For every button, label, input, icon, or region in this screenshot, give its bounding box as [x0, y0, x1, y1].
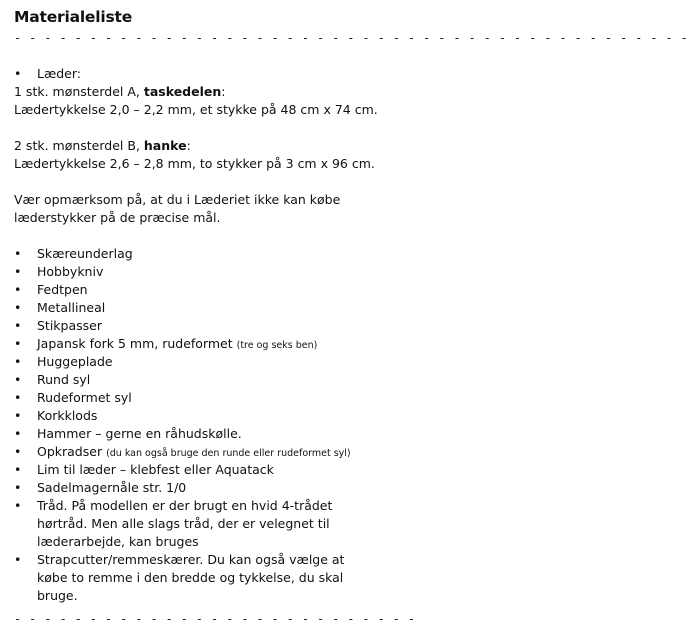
tool-item [37, 300, 105, 315]
strap-line-1: Strapcutter/remmeskærer. Du kan også vælge at [37, 552, 345, 567]
part-a-spec: Lædertykkelse 2,0 – 2,2 mm, et stykke på 48 cm x 74 cm. [14, 102, 378, 117]
bullet: • [14, 372, 22, 387]
tool-item-text: Huggeplade [37, 354, 113, 369]
bullet: • [14, 246, 22, 261]
tool-item [37, 480, 186, 495]
tool-item [37, 318, 102, 333]
tool-item [37, 408, 97, 423]
strap-line-2: købe to remme i den bredde og tykkelse, du skal [37, 570, 344, 585]
strap-line-3: bruge. [37, 588, 78, 603]
bullet: • [14, 282, 22, 297]
bullet: • [14, 336, 22, 351]
bullet: • [14, 444, 22, 459]
tool-item [37, 390, 132, 405]
note-line-2: læderstykker på de præcise mål. [14, 210, 221, 225]
tool-item-text: Lim til læder – klebfest eller Aquatack [37, 462, 274, 477]
bullet: • [14, 480, 22, 495]
part-b-name: hanke [143, 138, 187, 153]
tool-item-text: Skæreunderlag [37, 246, 133, 261]
bullet: • [14, 390, 22, 405]
tool-item [37, 336, 317, 351]
bullet: • [14, 264, 22, 279]
tool-item-text: Hobbykniv [37, 264, 104, 279]
tool-item-note: (du kan også bruge den runde eller rudeformet syl) [106, 448, 351, 459]
bullet: • [14, 498, 22, 513]
tool-item-text: Hammer – gerne en råhudskølle. [37, 426, 242, 441]
tool-item [37, 282, 88, 297]
bullet: • [14, 354, 22, 369]
bullet: • [14, 408, 22, 423]
tool-item-text: Opkradser [37, 444, 107, 459]
tool-item [37, 264, 103, 279]
part-a-heading: 1 stk. mønsterdel A, taskedelen: [14, 84, 226, 99]
tool-item-text: Metallineal [37, 300, 106, 315]
tool-item [37, 372, 90, 387]
part-a-name: taskedelen [143, 84, 222, 99]
tool-item-text: Rudeformet syl [37, 390, 132, 405]
thread-line-1: Tråd. På modellen er der brugt en hvid 4-trådet [37, 498, 333, 513]
thread-line-3: læderarbejde, kan bruges [37, 534, 199, 549]
tool-item-text: Stikpasser [37, 318, 102, 333]
tool-item-note: (tre og seks ben) [236, 340, 318, 351]
tool-item [37, 354, 113, 369]
thread-line-2: hørtråd. Men alle slags tråd, der er velegnet til [37, 516, 330, 531]
tool-item-text: Rund syl [37, 372, 91, 387]
tool-item [37, 246, 133, 261]
tool-item-text: Fedtpen [37, 282, 88, 297]
bullet: • [14, 426, 22, 441]
bullet: • [14, 462, 22, 477]
bullet: • [14, 300, 22, 315]
tool-item-text: Korkklods [37, 408, 98, 423]
tool-item-text: Sadelmagernåle str. 1/0 [37, 480, 187, 495]
bullet: • [14, 66, 22, 81]
part-b-spec: Lædertykkelse 2,6 – 2,8 mm, to stykker på 3 cm x 96 cm. [14, 156, 375, 171]
tool-item [37, 444, 351, 459]
leather-label: Læder: [37, 66, 81, 81]
tool-item [37, 426, 242, 441]
divider-bottom: - - - - - - - - - - - - - - - - - - - - - - - - - - - [14, 612, 416, 626]
note-line-1: Vær opmærksom på, at du i Læderiet ikke kan købe [14, 192, 341, 207]
bullet: • [14, 318, 22, 333]
bullet: • [14, 552, 22, 567]
tool-item-text: Japansk fork 5 mm, rudeformet [37, 336, 237, 351]
part-b-heading: 2 stk. mønsterdel B, hanke: [14, 138, 191, 153]
page-title: Materialeliste [14, 8, 133, 26]
divider-top: - - - - - - - - - - - - - - - - - - - - - - - - - - - - - - - - - - - - - - - - - - - - - [14, 31, 688, 45]
tool-item [37, 462, 274, 477]
